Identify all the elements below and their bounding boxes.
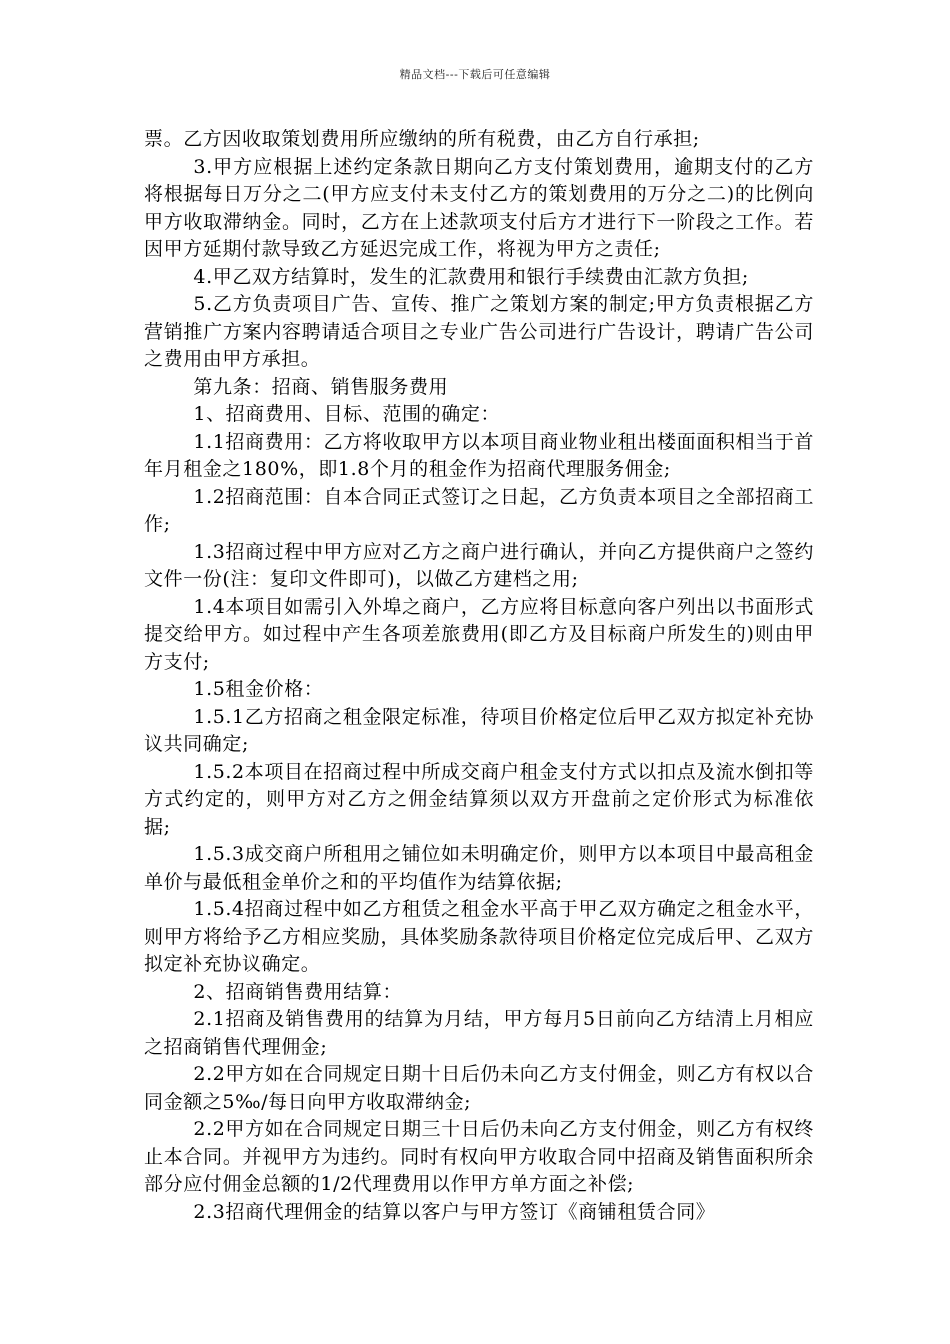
section-heading: 第九条：招商、销售服务费用 bbox=[193, 375, 449, 398]
paragraph: 1.5.4招商过程中如乙方租赁之租金水平高于甲乙双方确定之租金水平，则甲方将给予乙方相应奖励，具体奖励条款待项目价格定位完成后甲、乙双方拟定补充协议确定。 bbox=[144, 898, 814, 975]
subsection-heading: 1.5租金价格： bbox=[193, 678, 324, 700]
paragraph: 4.甲乙双方结算时，发生的汇款费用和银行手续费由汇款方负担; bbox=[193, 265, 749, 288]
paragraph: 1.5.2本项目在招商过程中所成交商户租金支付方式以扣点及流水倒扣等方式约定的，则甲方对乙方之佣金结算须以双方开盘前之定价形式为标准依据; bbox=[144, 760, 814, 838]
document-body bbox=[144, 126, 814, 1226]
paragraph: 1.1招商费用：乙方将收取甲方以本项目商业物业租出楼面面积相当于首年月租金之180%，即1.8个月的租金作为招商代理服务佣金; bbox=[144, 430, 814, 480]
paragraph: 2.2甲方如在合同规定日期三十日后仍未向乙方支付佣金，则乙方有权终止本合同。并视甲方为违约。同时有权向甲方收取合同中招商及销售面积所余部分应付佣金总额的1/2代理费用以作甲方单方面之补偿; bbox=[144, 1118, 814, 1195]
paragraph: 2.2甲方如在合同规定日期十日后仍未向乙方支付佣金，则乙方有权以合同金额之5‰/每日向甲方收取滞纳金; bbox=[144, 1063, 814, 1113]
paragraph: 1.3招商过程中甲方应对乙方之商户进行确认，并向乙方提供商户之签约文件一份(注：复印文件即可)，以做乙方建档之用; bbox=[144, 540, 814, 590]
paragraph: 1.4本项目如需引入外埠之商户，乙方应将目标意向客户列出以书面形式提交给甲方。如过程中产生各项差旅费用(即乙方及目标商户所发生的)则由甲方支付; bbox=[144, 595, 814, 673]
paragraph: 5.乙方负责项目广告、宣传、推广之策划方案的制定;甲方负责根据乙方营销推广方案内容聘请适合项目之专业广告公司进行广告设计，聘请广告公司之费用由甲方承担。 bbox=[144, 293, 814, 370]
page-header: 精品文档---下载后可任意编辑 bbox=[399, 68, 551, 81]
paragraph: 1.5.1乙方招商之租金限定标准，待项目价格定位后甲乙双方拟定补充协议共同确定; bbox=[144, 705, 814, 755]
paragraph: 1.5.3成交商户所租用之铺位如未明确定价，则甲方以本项目中最高租金单价与最低租金单价之和的平均值作为结算依据; bbox=[144, 843, 814, 893]
paragraph: 票。乙方因收取策划费用所应缴纳的所有税费，由乙方自行承担; bbox=[144, 128, 700, 150]
paragraph: 2.3招商代理佣金的结算以客户与甲方签订《商铺租赁合同》 bbox=[193, 1200, 716, 1223]
paragraph: 3.甲方应根据上述约定条款日期向乙方支付策划费用，逾期支付的乙方将根据每日万分之二(甲方应支付未支付乙方的策划费用的万分之二)的比例向甲方收取滞纳金。同时，乙方在上述款项支付后方才进行下一阶段之工作。若因甲方延期付款导致乙方延迟完成工作，将视为甲方之责任; bbox=[144, 155, 814, 260]
subsection-heading: 2、招商销售费用结算： bbox=[193, 980, 403, 1003]
paragraph: 1.2招商范围：自本合同正式签订之日起，乙方负责本项目之全部招商工作; bbox=[144, 485, 814, 535]
subsection-heading: 1、招商费用、目标、范围的确定： bbox=[193, 403, 501, 425]
paragraph: 2.1招商及销售费用的结算为月结，甲方每月5日前向乙方结清上月相应之招商销售代理佣金; bbox=[144, 1008, 814, 1058]
